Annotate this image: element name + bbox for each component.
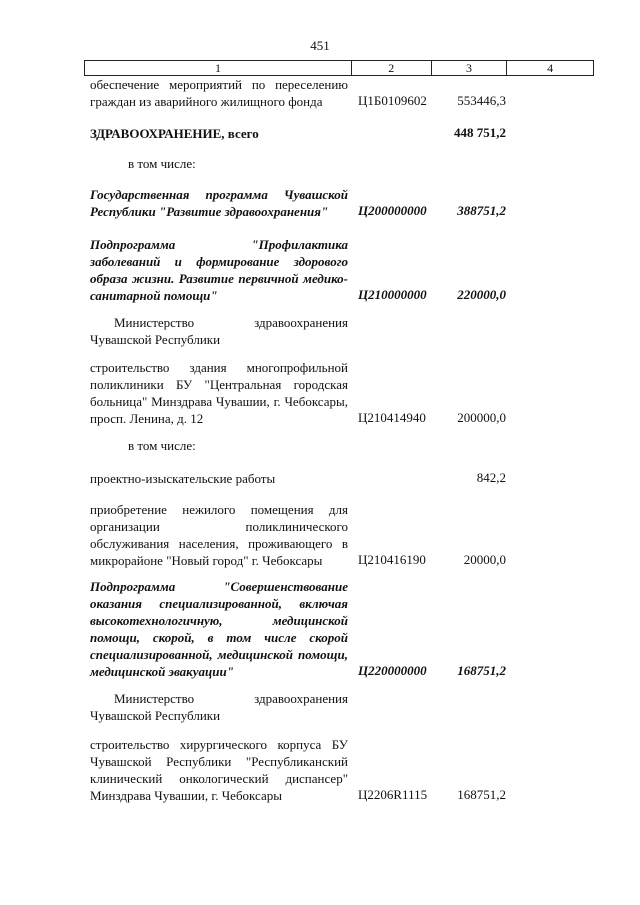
row-name: строительство хирургического корпуса БУ Чувашской Республики "Республиканский клинический онкологический диспансер" Минздрава Чувашии, г. Чебоксары [90,737,348,803]
row-code: Ц200000000 [358,203,427,218]
row-name: в том числе: [128,156,196,171]
row-name: Министерство здравоохранения Чувашской Республики [90,691,348,723]
row-sum: 388751,2 [457,203,506,218]
row-name: обеспечение мероприятий по переселению граждан из аварийного жилищного фонда [90,77,348,109]
row-name: в том числе: [128,438,196,453]
row-name: Подпрограмма "Профилактика заболеваний и формирование здорового образа жизни. Развитие первичной медико-санитарной помощи" [90,237,348,303]
row-code: Ц220000000 [358,663,427,678]
row-code: Ц210000000 [358,287,427,302]
row-code: Ц210414940 [358,410,426,425]
row-sum: 842,2 [476,470,506,485]
row-sum: 448 751,2 [454,125,506,140]
row-code: Ц2206R1115 [358,787,428,802]
page-number: 451 [310,38,330,53]
row-name: Министерство здравоохранения Чувашской Республики [90,315,348,347]
row-sum: 20000,0 [463,552,506,567]
row-code: Ц210416190 [358,552,426,567]
row-sum: 168751,2 [457,787,506,802]
header-col-3: 3 [432,61,508,75]
row-name: приобретение нежилого помещения для организации поликлинического обслуживания населения, проживающего в микрорайоне "Новый город" г. Чебоксары [90,502,348,568]
row-sum: 220000,0 [457,287,506,302]
row-sum: 553446,3 [457,93,506,108]
row-sum: 168751,2 [457,663,506,678]
row-name: Подпрограмма "Совершенствование оказания специализированной, включая высокотехнологичную, медицинской помощи, скорой, в том числе скорой специализированной, медицинской помощи, медицинской эвакуации" [90,579,348,679]
row-name: проектно-изыскательские работы [90,471,276,486]
header-col-4: 4 [547,61,554,75]
table-header [84,60,594,76]
row-name: строительство здания многопрофильной поликлиники БУ "Центральная городская больница" Минздрава Чувашии, г. Чебоксары, просп. Ленина, д. 12 [90,360,348,426]
header-col-2: 2 [352,61,432,75]
row-sum: 200000,0 [457,410,506,425]
row-name: Государственная программа Чувашской Республики "Развитие здравоохранения" [90,187,348,219]
row-name: ЗДРАВООХРАНЕНИЕ, всего [90,126,259,141]
row-code: Ц1Б0109602 [358,93,427,108]
header-col-1: 1 [85,61,352,75]
